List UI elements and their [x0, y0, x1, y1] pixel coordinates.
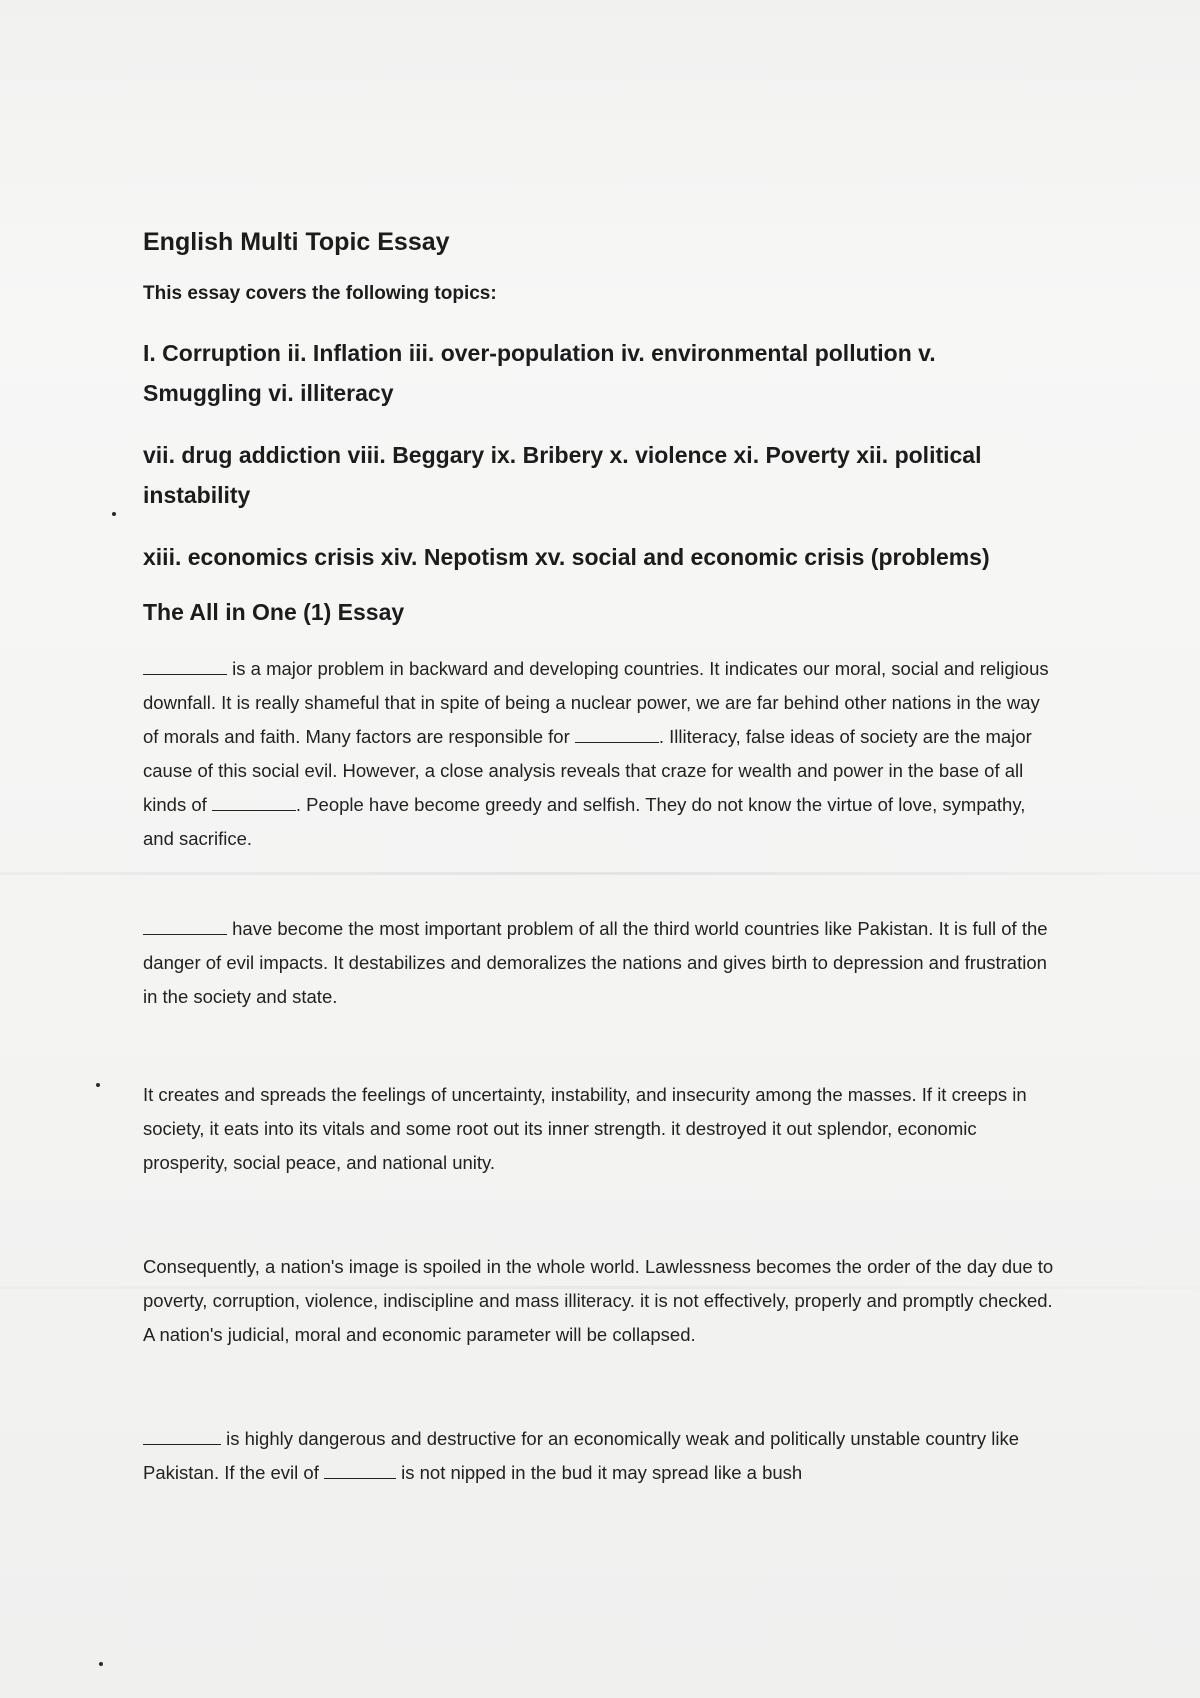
paragraph-text: Consequently, a nation's image is spoiled in the whole world. Lawlessness becomes the order of the day due to poverty, corruption, violence, indiscipline and mass illiteracy. it is not effectively, properly and promptly checked. A nation's judicial, moral and economic parameter will be collapsed. — [143, 1256, 1054, 1345]
fill-in-blank — [143, 656, 227, 675]
ink-speck — [112, 512, 116, 516]
fill-in-blank — [324, 1460, 396, 1479]
essay-paragraph — [143, 1422, 1058, 1490]
topics-line: vii. drug addiction viii. Beggary ix. Bribery x. violence xi. Poverty xii. political instability — [143, 442, 982, 508]
topics-intro: This essay covers the following topics: — [143, 283, 497, 304]
document-title: English Multi Topic Essay — [143, 228, 450, 256]
paragraph-text: . Illiteracy, false ideas of society are the major cause of this social evil. However, a close analysis reveals that craze for wealth and power in the base of all kinds of — [143, 726, 1032, 815]
document-content — [143, 228, 1058, 1490]
topics-line: I. Corruption ii. Inflation iii. over-population iv. environmental pollution v. Smuggling vi. illiteracy — [143, 340, 936, 406]
paragraph-text: It creates and spreads the feelings of uncertainty, instability, and insecurity among the masses. If it creeps in society, it eats into its vitals and some root out its inner strength. it destroyed it out splendor, economic prosperity, social peace, and national unity. — [143, 1084, 1027, 1173]
fill-in-blank — [143, 916, 227, 935]
essay-paragraph — [143, 652, 1058, 856]
essay-paragraph — [143, 1250, 1058, 1352]
fill-in-blank — [212, 792, 296, 811]
paragraph-text: is highly dangerous and destructive for an economically weak and politically unstable country like Pakistan. If the evil of — [143, 1428, 1019, 1483]
topics-line: xiii. economics crisis xiv. Nepotism xv. social and economic crisis (problems) — [143, 544, 990, 570]
paragraph-text: is a major problem in backward and developing countries. It indicates our moral, social and religious downfall. It is really shameful that in spite of being a nuclear power, we are far behind other nations in the way of morals and faith. Many factors are responsible for — [143, 658, 1049, 747]
paragraph-text: . People have become greedy and selfish. They do not know the virtue of love, sympathy, and sacrifice. — [143, 794, 1026, 849]
ink-speck — [99, 1662, 103, 1666]
essay-paragraph — [143, 912, 1058, 1014]
essay-title: The All in One (1) Essay — [143, 599, 405, 625]
essay-paragraph — [143, 1078, 1058, 1180]
fill-in-blank — [143, 1426, 221, 1445]
fill-in-blank — [575, 724, 659, 743]
paragraph-text: is not nipped in the bud it may spread like a bush — [395, 1462, 803, 1483]
ink-speck — [96, 1083, 100, 1087]
paragraph-text: have become the most important problem of all the third world countries like Pakistan. It is full of the danger of evil impacts. It destabilizes and demoralizes the nations and gives birth to depression and frustration in the society and state. — [143, 918, 1048, 1007]
